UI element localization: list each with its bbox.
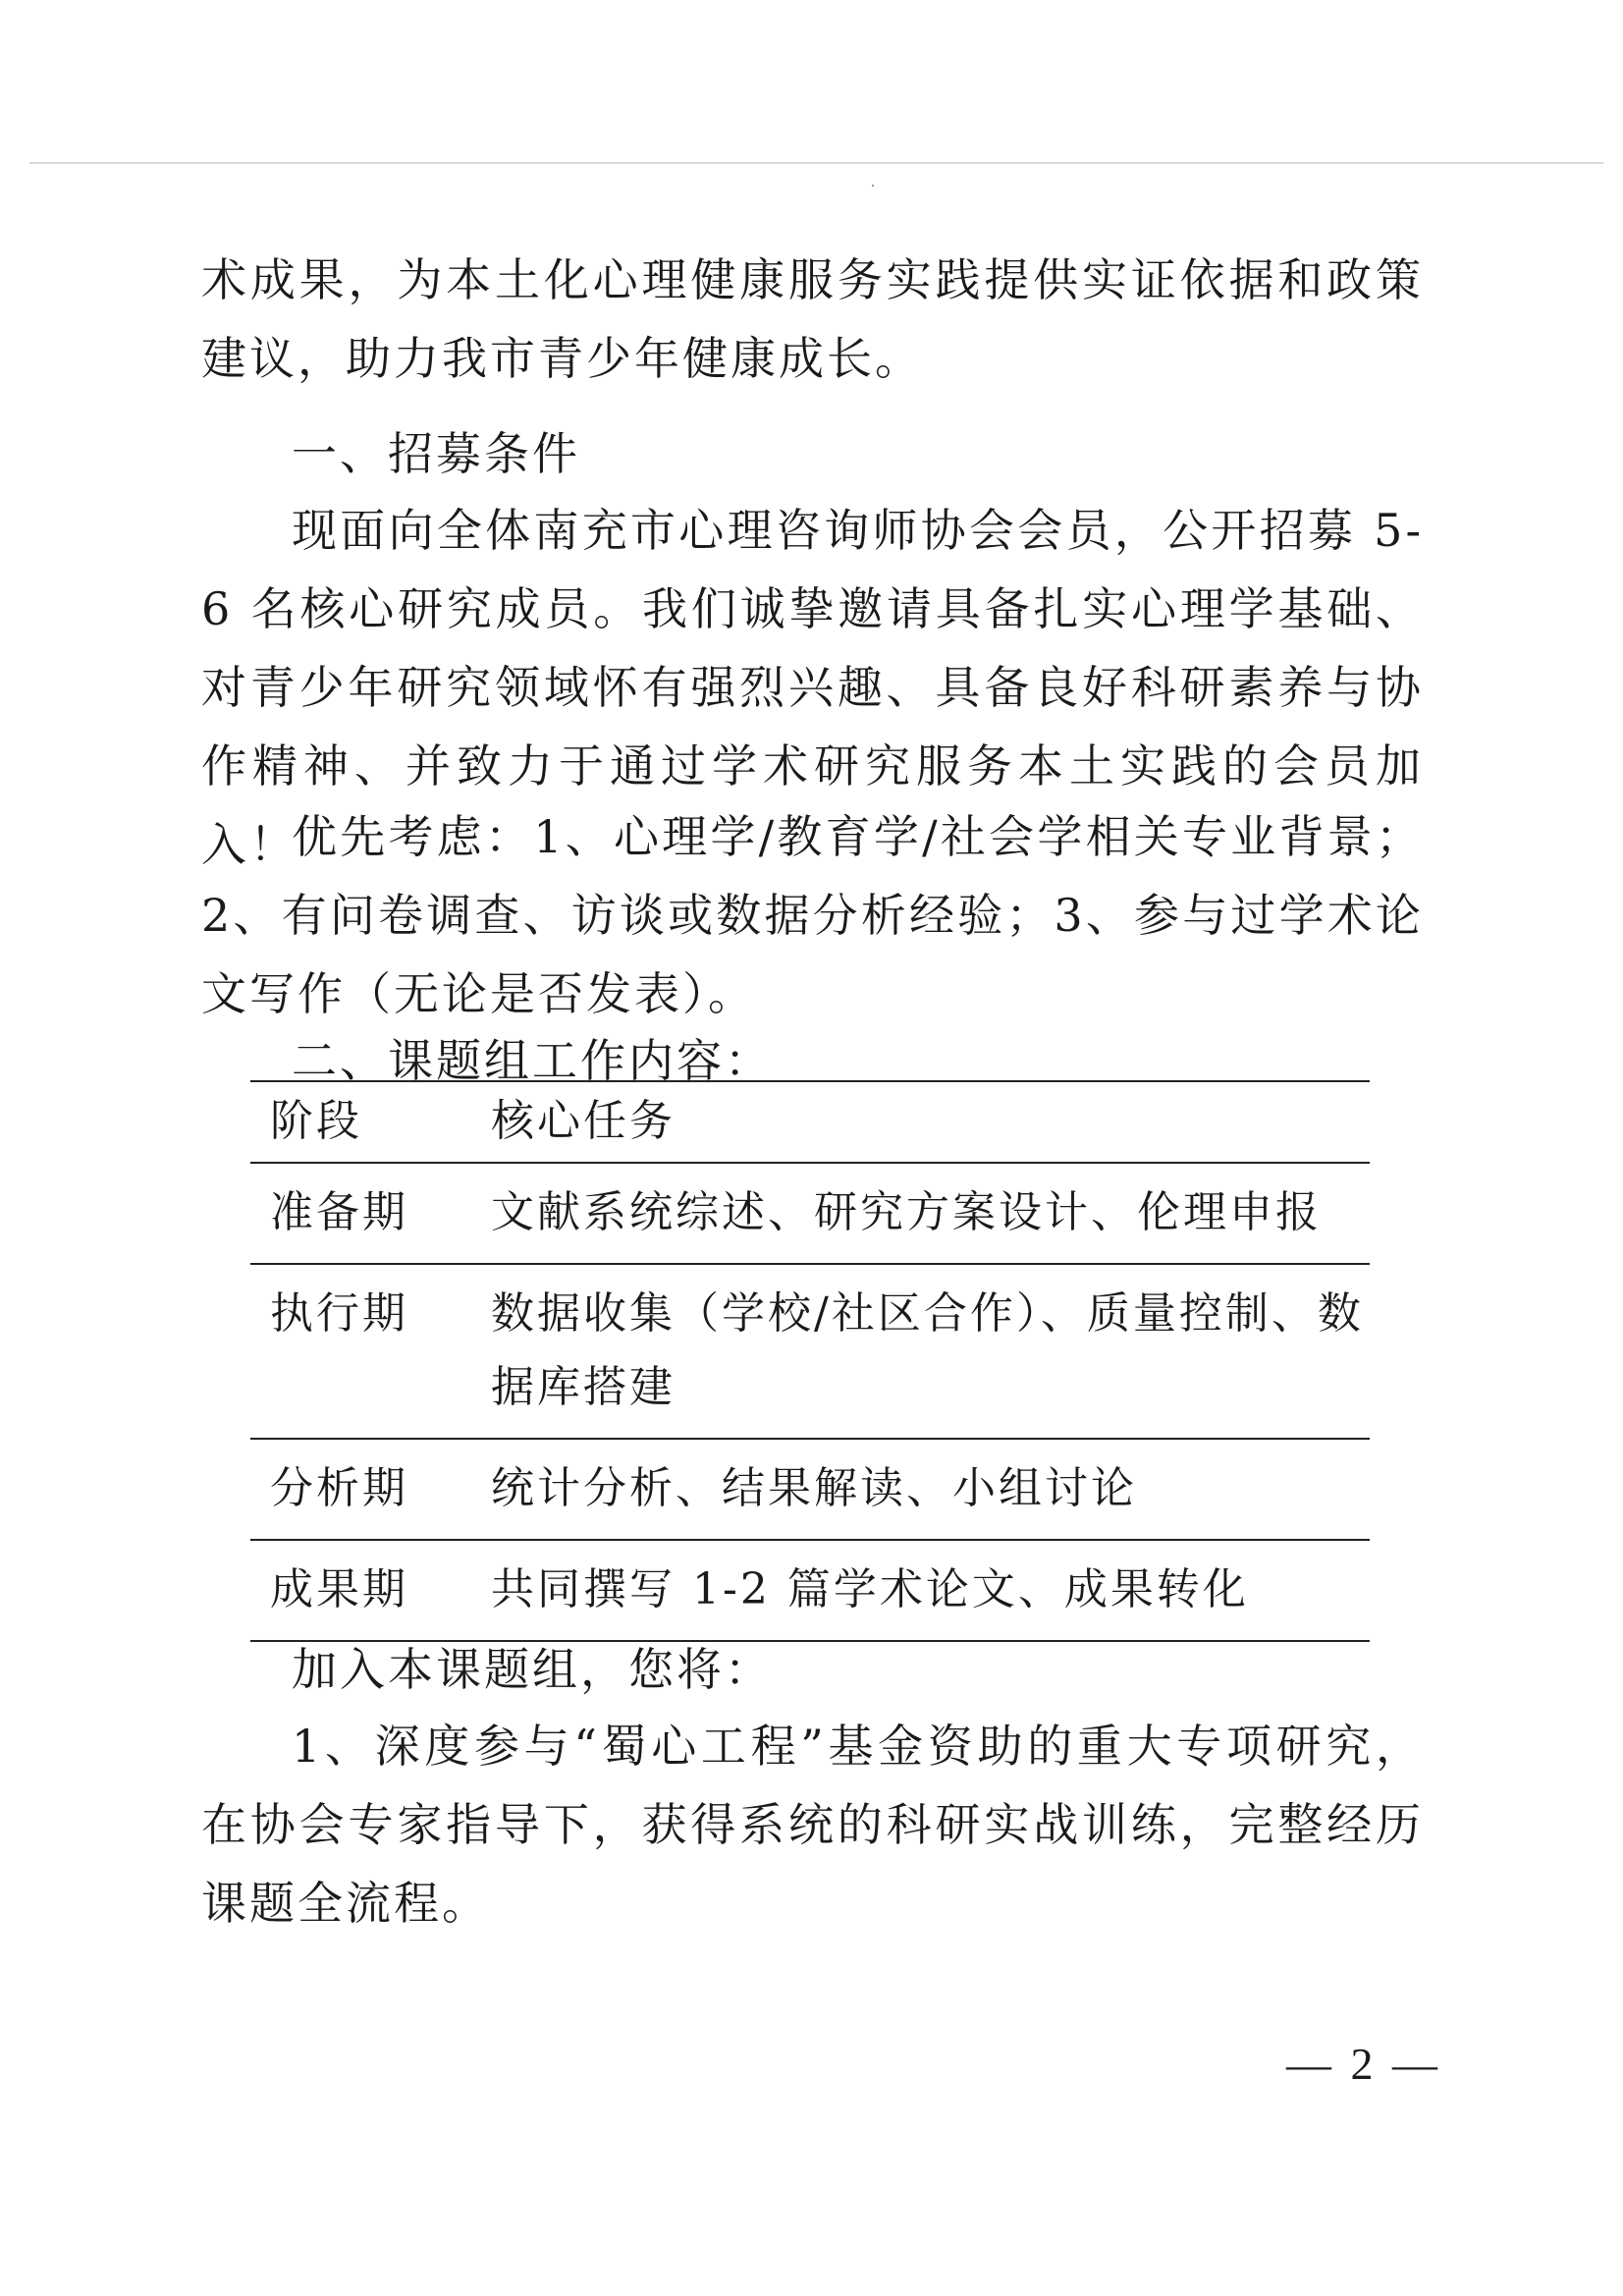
work-content-table [250, 1080, 1370, 1642]
header-rule [29, 162, 1603, 164]
header-task: 核心任务 [491, 1080, 1370, 1163]
continuation-paragraph: 术成果，为本土化心理健康服务实践提供实证依据和政策建议，助力我市青少年健康成长。 [201, 253, 1424, 385]
join-intro: 加入本课题组，您将： [292, 1643, 773, 1696]
table-row [250, 1439, 1370, 1540]
header-stage: 阶段 [250, 1080, 491, 1163]
row-task: 共同撰写 1-2 篇学术论文、成果转化 [491, 1540, 1370, 1641]
benefit-paragraph: 1、深度参与“蜀心工程”基金资助的重大专项研究，在协会专家指导下，获得系统的科研实战训练，完整经历课题全流程。 [201, 1720, 1424, 1930]
table-row [250, 1163, 1370, 1264]
section-heading-recruitment: 一、招募条件 [292, 427, 580, 480]
row-stage: 成果期 [250, 1540, 491, 1641]
row-stage: 准备期 [250, 1163, 491, 1264]
row-task: 统计分析、结果解读、小组讨论 [491, 1439, 1370, 1540]
section-heading-work: 二、课题组工作内容： [292, 1034, 773, 1087]
table-row [250, 1540, 1370, 1641]
priority-paragraph: 优先考虑：1、心理学/教育学/社会学相关专业背景；2、有问卷调查、访谈或数据分析经验；3、参与过学术论文写作（无论是否发表）。 [201, 810, 1424, 1020]
row-stage: 执行期 [250, 1264, 491, 1439]
page-number: — 2 — [1286, 2039, 1441, 2089]
row-task: 数据收集（学校/社区合作）、质量控制、数据库搭建 [491, 1264, 1370, 1439]
row-stage: 分析期 [250, 1439, 491, 1540]
row-task: 文献系统综述、研究方案设计、伦理申报 [491, 1163, 1370, 1264]
scan-speck [872, 185, 874, 187]
table-row [250, 1264, 1370, 1439]
table-header-row [250, 1080, 1370, 1163]
recruitment-paragraph: 现面向全体南充市心理咨询师协会会员，公开招募 5-6 名核心研究成员。我们诚挚邀请具备扎实心理学基础、对青少年研究领域怀有强烈兴趣、具备良好科研素养与协作精神、并致力于通过学术研究服务本土实践的会员加入！ [201, 504, 1424, 871]
